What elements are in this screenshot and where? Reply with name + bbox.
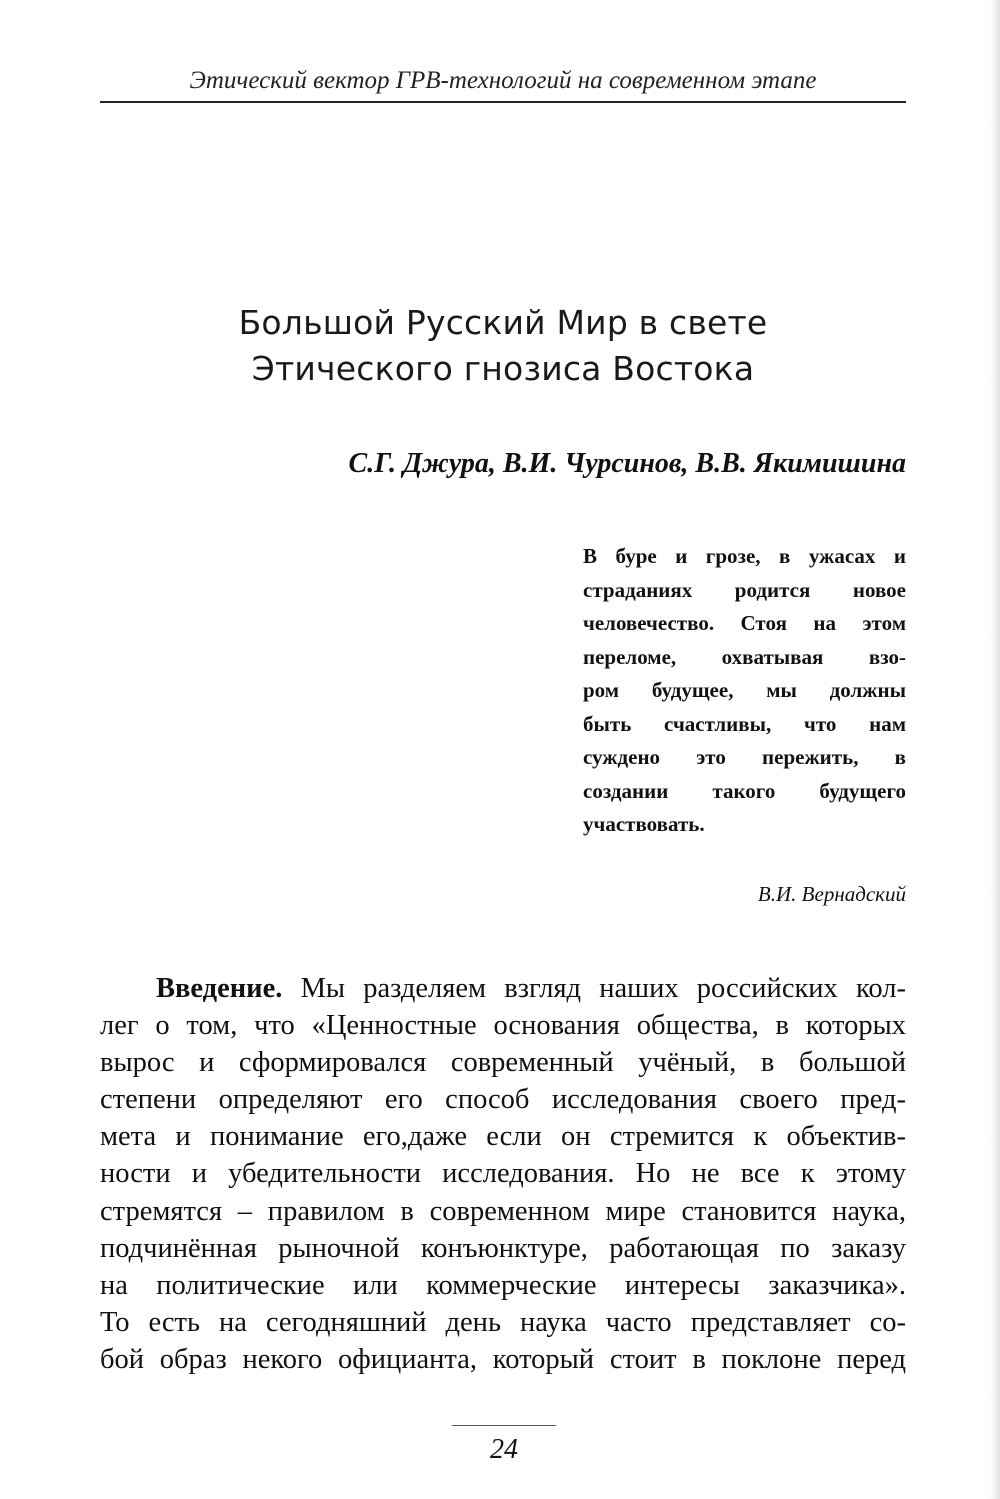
epigraph-line: страданиях родится новое [583, 577, 906, 602]
body-line: степени определяют его способ исследования своего пред- [100, 1084, 906, 1116]
title-line-1: Большой Русский Мир в свете [238, 303, 768, 342]
epigraph-line: создании такого будущего [583, 778, 906, 803]
body-line: на политические или коммерческие интересы заказчика». [100, 1269, 906, 1301]
body-line: стремятся – правилом в современном мире становится наука, [100, 1195, 906, 1227]
body-line: мета и понимание его,даже если он стремится к объектив- [100, 1121, 906, 1153]
intro-label: Введение. [156, 973, 283, 1004]
authors: С.Г. Джура, В.И. Чурсинов, В.В. Якимишина [348, 448, 906, 479]
body-line: подчинённая рыночной конъюнктуре, работающая по заказу [100, 1232, 906, 1264]
epigraph-line: человечество. Стоя на этом [583, 611, 906, 635]
epigraph-line: участвовать. [583, 812, 705, 836]
header-rule [100, 101, 906, 103]
body-line: лег о том, что «Ценностные основания общества, в которых [100, 1010, 906, 1042]
body-line: То есть на сегодняшний день наука часто представляет со- [100, 1306, 906, 1338]
body-line: бой образ некого официанта, который стоит в поклоне перед [100, 1343, 906, 1375]
epigraph-line: быть счастливы, что нам [583, 711, 906, 736]
epigraph-line: В буре и грозе, в ужасах и [583, 544, 906, 568]
footer-rule [452, 1425, 556, 1426]
page-number: 24 [490, 1434, 518, 1465]
running-head: Этический вектор ГРВ-технологий на современном этапе [189, 67, 817, 94]
body-line-text: Мы разделяем взгляд наших российских кол- [300, 973, 906, 1004]
epigraph-line: суждено это пережить, в [583, 745, 906, 769]
page-edge-shadow [990, 0, 1000, 1499]
body-line [100, 970, 906, 1007]
article-title [100, 300, 906, 392]
title-line-2: Этического гнозиса Востока [251, 349, 755, 388]
body-text [100, 970, 906, 1378]
epigraph-line: переломе, охватывая взо- [583, 644, 906, 669]
body-line: вырос и сформировался современный учёный, в большой [100, 1047, 906, 1079]
epigraph-line: ром будущее, мы должны [583, 678, 906, 702]
epigraph [583, 540, 906, 842]
epigraph-author: В.И. Вернадский [757, 882, 906, 906]
body-line: ности и убедительности исследования. Но не все к этому [100, 1158, 906, 1190]
